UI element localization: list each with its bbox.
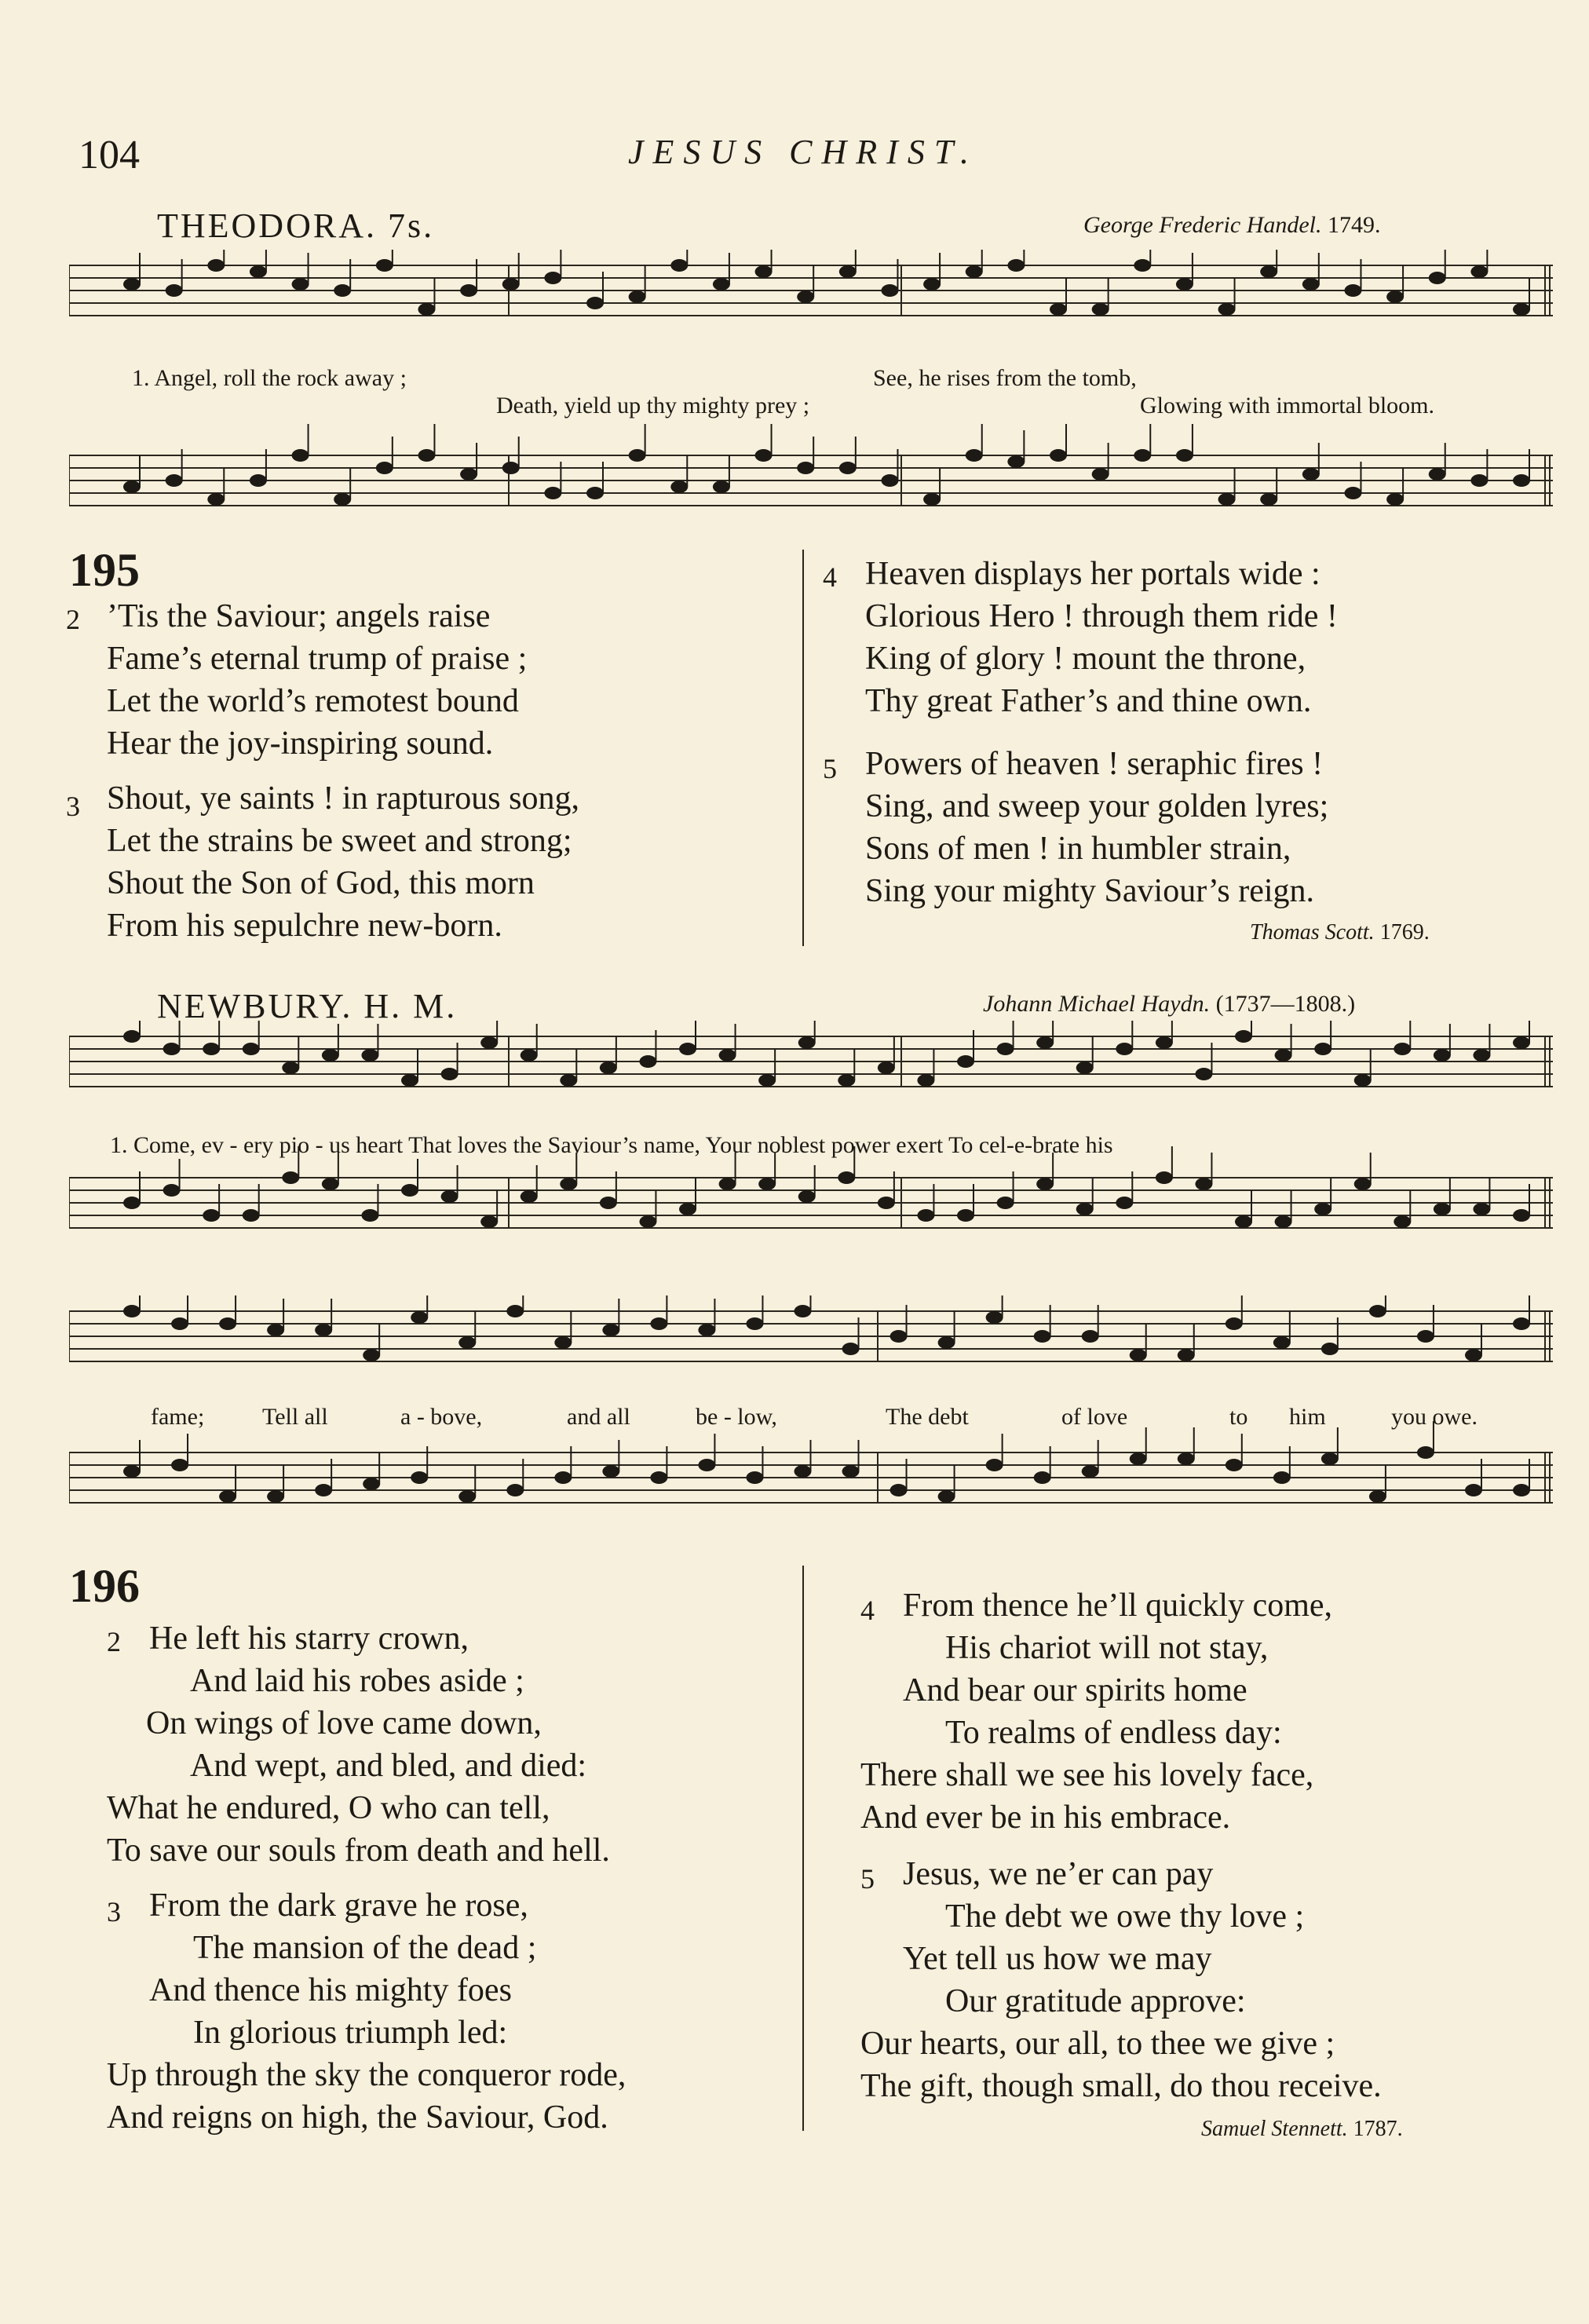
verse-number: 2 <box>107 1626 121 1657</box>
tune-title-theodora: THEODORA. 7s. <box>157 206 435 245</box>
hymn196-verse-5: Jesus, we ne’er can pay The debt we owe thy love ; Yet tell us how we may Our gratitude approve: Our hearts, our all, to thee we give ; The gift, though small, do thou receive. <box>860 1856 1382 2104</box>
running-title: JESUS CHRIST. <box>628 133 979 171</box>
lyric-newbury-2-4: be - low, <box>696 1404 777 1430</box>
column-divider <box>802 550 804 946</box>
verse-number: 4 <box>860 1595 875 1626</box>
verse-number: 5 <box>860 1863 875 1895</box>
verse-number: 4 <box>823 561 837 593</box>
staff-bass <box>69 455 1553 506</box>
lyric-newbury-2-2: a - bove, <box>400 1404 483 1430</box>
verse-number: 5 <box>823 753 837 784</box>
lyric-newbury-2-1: Tell all <box>262 1404 328 1430</box>
lyric-theodora-1b: See, he rises from the tomb, <box>873 365 1137 391</box>
lyric-newbury-2-0: fame; <box>151 1404 205 1430</box>
lyric-newbury-2-7: to <box>1229 1404 1248 1430</box>
hymn196-verse-2: He left his starry crown, And laid his robes aside ; On wings of love came down, And wept, and bled, and died: What he endured, O who can tell, To save our souls from death and hell. <box>107 1621 610 1869</box>
composer-year: (1737—1808.) <box>1215 991 1356 1017</box>
lyric-newbury-2-5: The debt <box>886 1404 969 1430</box>
hymn196-verse-4: From thence he’ll quickly come, His chariot will not stay, And bear our spirits home To realms of endless day: There shall we see his lovely face, And ever be in his embrace. <box>860 1588 1333 1836</box>
hymn195-verse-5: Powers of heaven ! seraphic fires ! Sing, and sweep your golden lyres; Sons of men ! in humbler strain, Sing your mighty Saviour’s reign. <box>865 746 1329 909</box>
hymn195-verse-4: Heaven displays her portals wide : Glorious Hero ! through them ride ! King of glory ! mount the throne, Thy great Father’s and thine own. <box>865 556 1338 719</box>
lyric-newbury-2-9: you owe. <box>1391 1404 1478 1430</box>
lyric-theodora-2a: Death, yield up thy mighty prey ; <box>496 393 810 418</box>
verse-number: 3 <box>66 791 80 822</box>
lyric-newbury-2-8: him <box>1289 1404 1326 1430</box>
composer-name: Johann Michael Haydn. <box>983 991 1211 1017</box>
verse-number: 2 <box>66 604 80 635</box>
tune-composer-theodora <box>1083 212 1381 239</box>
lyric-theodora-2b: Glowing with immortal bloom. <box>1140 393 1434 418</box>
staff-treble <box>69 265 1553 316</box>
composer-year: 1749. <box>1328 212 1381 238</box>
lyric-theodora-1a: 1. Angel, roll the rock away ; <box>132 365 407 391</box>
page-number: 104 <box>79 133 140 177</box>
hymn195-verse-2: ’Tis the Saviour; angels raise Fame’s eternal trump of praise ; Let the world’s remotest bound Hear the joy-inspiring sound. <box>107 598 528 762</box>
tune-composer-newbury <box>983 991 1355 1018</box>
lyric-newbury-1: 1. Come, ev - ery pio - us heart That loves the Saviour’s name, Your noblest power exert To cel-e-brate his <box>110 1132 1113 1158</box>
composer-name: George Frederic Handel. <box>1083 212 1322 238</box>
hymn-number-196: 196 <box>69 1560 140 1612</box>
hymn196-verse-3: From the dark grave he rose, The mansion of the dead ; And thence his mighty foes In glorious triumph led: Up through the sky the conqueror rode, And reigns on high, the Saviour, God. <box>107 1887 626 2136</box>
hymn195-author: Thomas Scott. 1769. <box>1250 920 1430 945</box>
column-divider <box>802 1566 804 2131</box>
hymn196-author: Samuel Stennett. 1787. <box>1201 2117 1403 2141</box>
verse-number: 3 <box>107 1896 121 1928</box>
hymn-number-195: 195 <box>69 544 140 596</box>
lyric-newbury-2-3: and all <box>567 1404 630 1430</box>
tune-title-newbury: NEWBURY. H. M. <box>157 987 458 1025</box>
lyric-newbury-2-6: of love <box>1061 1404 1128 1430</box>
hymn195-verse-3: Shout, ye saints ! in rapturous song, Let the strains be sweet and strong; Shout the Son of God, this morn From his sepulchre new-born. <box>107 780 579 944</box>
